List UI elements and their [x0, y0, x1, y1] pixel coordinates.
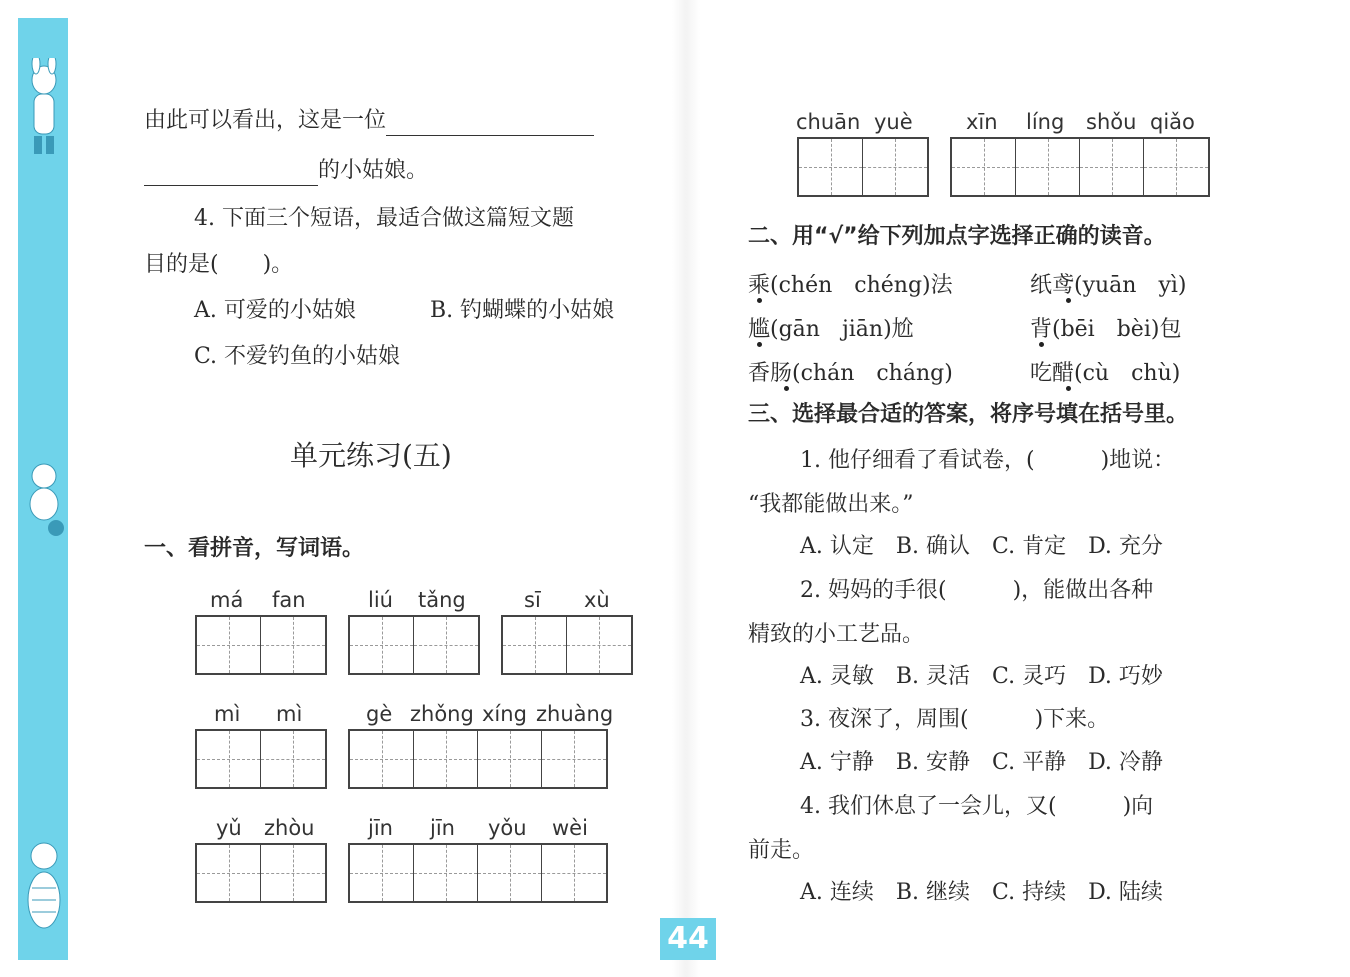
- unit-title: 单元练习(五): [290, 439, 452, 472]
- writing-grid[interactable]: [348, 729, 608, 789]
- tiger-icon: [20, 838, 68, 956]
- question-4-options[interactable]: A. 连续 B. 继续 C. 持续 D. 陆续: [800, 880, 1163, 905]
- question-4-line-1: 4. 我们休息了一会儿，又( )向: [800, 794, 1154, 819]
- pinyin: sī: [524, 588, 541, 612]
- pinyin: mì: [214, 702, 241, 726]
- reading-item[interactable]: 乘(chén chéng)法: [748, 273, 953, 298]
- question-1-line-2: “我都能做出来。”: [748, 492, 914, 517]
- pinyin: wèi: [552, 816, 588, 840]
- page-fold: [672, 0, 700, 977]
- pinyin: zhǒng: [410, 702, 474, 726]
- emphasis-dot: [1039, 342, 1044, 347]
- section-3-heading: 三、选择最合适的答案，将序号填在括号里。: [748, 402, 1189, 427]
- writing-grid[interactable]: [195, 729, 327, 789]
- question-3-options[interactable]: A. 宁静 B. 安静 C. 平静 D. 冷静: [800, 750, 1163, 775]
- sentence-line-2: [144, 156, 428, 186]
- pinyin: jīn: [430, 816, 455, 840]
- sentence-suffix: 的小姑娘。: [318, 158, 429, 183]
- emphasis-dot: [1066, 386, 1071, 391]
- reading-item[interactable]: 背(bēi bèi)包: [1030, 317, 1182, 342]
- pinyin: yuè: [874, 110, 913, 134]
- emphasis-dot: [1066, 298, 1071, 303]
- pinyin: xíng: [482, 702, 527, 726]
- pinyin: fan: [272, 588, 306, 612]
- emphasis-dot: [757, 342, 762, 347]
- question-4-line-2: 前走。: [748, 838, 815, 863]
- reading-item[interactable]: 吃醋(cù chù): [1030, 361, 1181, 386]
- pinyin: zhòu: [264, 816, 315, 840]
- writing-grid[interactable]: [501, 615, 633, 675]
- question-4-line-2: 目的是( )。: [144, 252, 294, 277]
- section-1-heading: 一、看拼音，写词语。: [144, 536, 365, 561]
- reading-item[interactable]: 尴(gān jiān)尬: [748, 317, 914, 342]
- writing-grid[interactable]: [195, 615, 327, 675]
- pinyin: shǒu: [1086, 110, 1137, 134]
- question-3-line-1: 3. 夜深了，周围( )下来。: [800, 707, 1110, 732]
- pinyin: liú: [368, 588, 393, 612]
- writing-grid[interactable]: [950, 137, 1210, 197]
- emphasis-dot: [784, 386, 789, 391]
- pinyin: qiǎo: [1150, 110, 1195, 134]
- decorative-sidebar: [18, 18, 68, 960]
- writing-grid[interactable]: [195, 843, 327, 903]
- pinyin: xīn: [966, 110, 998, 134]
- section-2-heading: 二、用“√”给下列加点字选择正确的读音。: [748, 224, 1166, 249]
- writing-grid[interactable]: [348, 615, 480, 675]
- writing-grid[interactable]: [797, 137, 929, 197]
- sentence-text: 由此可以看出，这是一位: [144, 108, 387, 133]
- reading-item[interactable]: 香肠(chán cháng): [748, 361, 953, 386]
- pinyin: tǎng: [418, 588, 466, 612]
- question-2-line-1: 2. 妈妈的手很( )，能做出各种: [800, 578, 1154, 603]
- rabbit-icon: [20, 58, 68, 166]
- option-c: C. 不爱钓鱼的小姑娘: [194, 344, 401, 369]
- pinyin: xù: [584, 588, 610, 612]
- reading-item[interactable]: 纸鸢(yuān yì): [1030, 273, 1187, 298]
- pinyin: mì: [276, 702, 303, 726]
- page-number: 44: [660, 918, 716, 960]
- question-1-line-1: 1. 他仔细看了看试卷，( )地说：: [800, 448, 1176, 473]
- pinyin: zhuàng: [536, 702, 614, 726]
- emphasis-dot: [757, 298, 762, 303]
- option-b: B. 钓蝴蝶的小姑娘: [430, 298, 615, 323]
- pinyin: gè: [366, 702, 393, 726]
- question-4-line-1: 4. 下面三个短语，最适合做这篇短文题: [194, 206, 574, 231]
- pinyin: jīn: [368, 816, 393, 840]
- sentence-line-1: [144, 106, 594, 136]
- pinyin: yǒu: [488, 816, 527, 840]
- answer-blank[interactable]: [144, 163, 318, 186]
- question-2-options[interactable]: A. 灵敏 B. 灵活 C. 灵巧 D. 巧妙: [800, 664, 1163, 689]
- pinyin: chuān: [796, 110, 861, 134]
- pinyin: má: [210, 588, 244, 612]
- question-1-options[interactable]: A. 认定 B. 确认 C. 肯定 D. 充分: [800, 534, 1163, 559]
- question-2-line-2: 精致的小工艺品。: [748, 622, 925, 647]
- option-a: A. 可爱的小姑娘: [194, 298, 356, 323]
- answer-blank[interactable]: [386, 113, 594, 136]
- writing-grid[interactable]: [348, 843, 608, 903]
- pinyin: líng: [1026, 110, 1065, 134]
- pinyin: yǔ: [216, 816, 242, 840]
- squirrel-icon: [20, 458, 68, 546]
